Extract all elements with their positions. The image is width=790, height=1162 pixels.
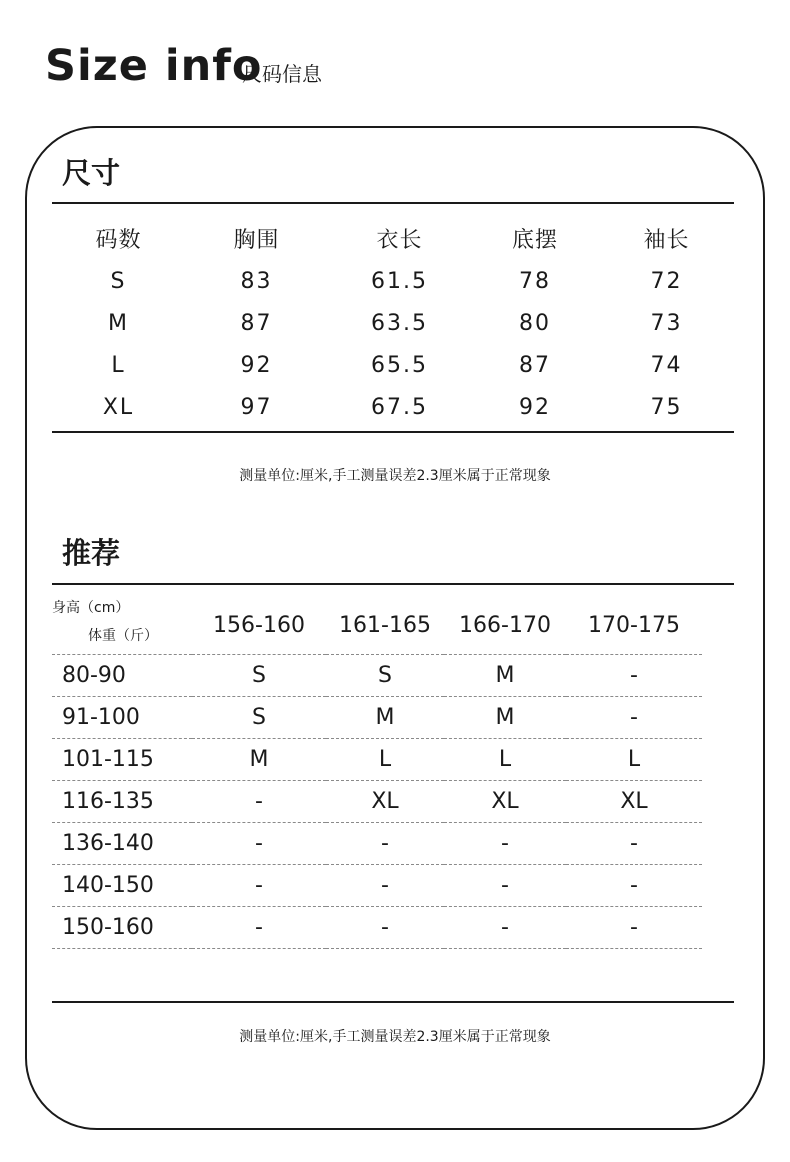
recommend-cell: -	[566, 655, 702, 697]
recommend-cell: M	[192, 739, 326, 781]
size-table-row	[52, 344, 734, 386]
weight-row-label: 150-160	[52, 907, 192, 949]
size-cell: 72	[650, 268, 683, 294]
recommend-measurement-note: 测量单位:厘米,手工测量误差2.3厘米属于正常现象	[239, 1029, 551, 1045]
recommend-cell: -	[566, 865, 702, 907]
size-cell: 73	[650, 310, 683, 336]
size-col-header: 胸围	[233, 227, 280, 253]
recommend-cell: -	[444, 907, 566, 949]
corner-weight-label: 体重（斤）	[88, 628, 158, 644]
size-col-header: 底摆	[511, 227, 558, 253]
recommend-section-title: 推荐	[62, 536, 121, 570]
size-cell: 65.5	[371, 352, 428, 378]
recommend-cell: -	[566, 697, 702, 739]
recommend-cell: L	[444, 739, 566, 781]
recommend-cell: -	[566, 823, 702, 865]
recommend-cell: S	[192, 697, 326, 739]
recommend-table-row	[52, 739, 702, 781]
size-measurement-note: 测量单位:厘米,手工测量误差2.3厘米属于正常现象	[239, 468, 551, 484]
size-table	[52, 216, 734, 428]
size-cell: 61.5	[371, 268, 428, 294]
page-title: Size info	[45, 41, 263, 91]
recommend-cell: -	[192, 907, 326, 949]
page-subtitle: 尺码信息	[242, 62, 322, 86]
size-table-header-row	[52, 216, 734, 260]
recommend-cell: S	[326, 655, 444, 697]
size-cell: 74	[650, 352, 683, 378]
recommend-cell: M	[326, 697, 444, 739]
recommend-cell: -	[192, 781, 326, 823]
recommend-table-row	[52, 865, 702, 907]
size-cell: 63.5	[371, 310, 428, 336]
recommend-corner-cell	[52, 596, 192, 655]
recommend-cell: -	[326, 823, 444, 865]
recommend-table-header-row	[52, 596, 702, 655]
recommend-cell: XL	[444, 781, 566, 823]
recommend-table	[52, 596, 702, 949]
size-cell: 92	[240, 352, 273, 378]
recommend-cell: XL	[326, 781, 444, 823]
recommend-cell: -	[326, 865, 444, 907]
height-col-header: 161-165	[326, 596, 444, 655]
size-cell: 78	[519, 268, 551, 294]
size-cell: 75	[650, 394, 683, 420]
size-cell: 80	[519, 310, 551, 336]
size-cell: L	[111, 352, 126, 378]
height-col-header: 156-160	[192, 596, 326, 655]
weight-row-label: 116-135	[52, 781, 192, 823]
size-cell: 92	[519, 394, 551, 420]
size-cell: 67.5	[371, 394, 428, 420]
size-cell: 87	[240, 310, 273, 336]
recommend-cell: -	[192, 865, 326, 907]
recommend-cell: M	[444, 655, 566, 697]
recommend-table-bottom-rule	[52, 1001, 734, 1003]
size-col-header: 衣长	[376, 227, 423, 253]
size-col-header: 袖长	[643, 227, 690, 253]
recommend-cell: -	[192, 823, 326, 865]
corner-height-label: 身高（cm）	[52, 600, 130, 616]
recommend-table-row	[52, 907, 702, 949]
size-cell: 97	[240, 394, 273, 420]
height-col-header: 166-170	[444, 596, 566, 655]
size-cell: 87	[519, 352, 551, 378]
recommend-cell: -	[444, 865, 566, 907]
size-cell: S	[110, 268, 127, 294]
recommend-table-row	[52, 697, 702, 739]
recommend-cell: M	[444, 697, 566, 739]
size-section-title: 尺寸	[62, 156, 121, 190]
recommend-cell: L	[566, 739, 702, 781]
weight-row-label: 101-115	[52, 739, 192, 781]
size-table-row	[52, 302, 734, 344]
size-table-top-rule	[52, 202, 734, 204]
recommend-table-row	[52, 823, 702, 865]
recommend-table-row	[52, 781, 702, 823]
size-table-row	[52, 386, 734, 428]
recommend-cell: S	[192, 655, 326, 697]
recommend-table-top-rule	[52, 583, 734, 585]
size-col-header: 码数	[95, 227, 142, 253]
recommend-table-row	[52, 655, 702, 697]
recommend-cell: XL	[566, 781, 702, 823]
size-cell: XL	[102, 394, 135, 420]
weight-row-label: 140-150	[52, 865, 192, 907]
recommend-cell: -	[444, 823, 566, 865]
size-cell: 83	[240, 268, 273, 294]
size-table-row	[52, 260, 734, 302]
recommend-cell: -	[326, 907, 444, 949]
size-table-bottom-rule	[52, 431, 734, 433]
height-col-header: 170-175	[566, 596, 702, 655]
recommend-cell: -	[566, 907, 702, 949]
size-cell: M	[108, 310, 129, 336]
weight-row-label: 80-90	[52, 655, 192, 697]
weight-row-label: 136-140	[52, 823, 192, 865]
recommend-cell: L	[326, 739, 444, 781]
weight-row-label: 91-100	[52, 697, 192, 739]
